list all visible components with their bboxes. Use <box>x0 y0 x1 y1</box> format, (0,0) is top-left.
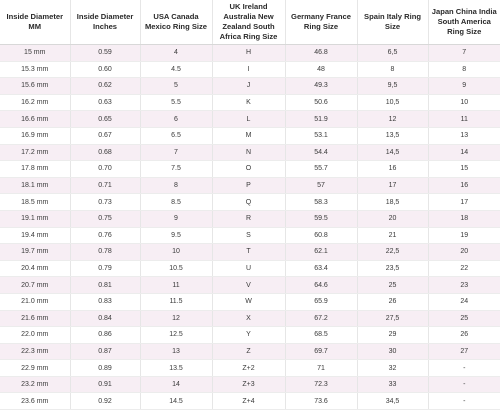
table-row <box>0 244 500 261</box>
cell-diameter-inches: 0.71 <box>70 177 140 194</box>
cell-diameter-inches: 0.92 <box>70 393 140 410</box>
cell-diameter-inches: 0.78 <box>70 244 140 261</box>
table-row <box>0 360 500 377</box>
table-row <box>0 277 500 294</box>
cell-spain-size: 27,5 <box>357 310 428 327</box>
table-row <box>0 177 500 194</box>
cell-diameter-inches: 0.75 <box>70 210 140 227</box>
cell-diameter-mm: 23.2 mm <box>0 376 70 393</box>
cell-diameter-mm: 16.2 mm <box>0 94 70 111</box>
cell-diameter-mm: 23.6 mm <box>0 393 70 410</box>
table-row <box>0 210 500 227</box>
cell-usa-size: 7.5 <box>140 161 212 178</box>
cell-diameter-mm: 21.0 mm <box>0 293 70 310</box>
cell-japan-size: 7 <box>428 45 500 62</box>
cell-diameter-inches: 0.81 <box>70 277 140 294</box>
table-row <box>0 161 500 178</box>
cell-spain-size: 13,5 <box>357 127 428 144</box>
cell-japan-size: 16 <box>428 177 500 194</box>
cell-diameter-inches: 0.83 <box>70 293 140 310</box>
cell-usa-size: 13.5 <box>140 360 212 377</box>
cell-uk-size: U <box>212 260 285 277</box>
cell-spain-size: 25 <box>357 277 428 294</box>
cell-spain-size: 6,5 <box>357 45 428 62</box>
table-row <box>0 343 500 360</box>
cell-japan-size: 20 <box>428 244 500 261</box>
table-row <box>0 327 500 344</box>
cell-japan-size: 10 <box>428 94 500 111</box>
cell-usa-size: 5.5 <box>140 94 212 111</box>
table-row <box>0 111 500 128</box>
cell-diameter-mm: 20.4 mm <box>0 260 70 277</box>
cell-usa-size: 6.5 <box>140 127 212 144</box>
cell-usa-size: 5 <box>140 78 212 95</box>
cell-uk-size: R <box>212 210 285 227</box>
cell-spain-size: 12 <box>357 111 428 128</box>
cell-usa-size: 4.5 <box>140 61 212 78</box>
cell-germany-size: 64.6 <box>285 277 357 294</box>
table-row <box>0 393 500 410</box>
cell-usa-size: 12.5 <box>140 327 212 344</box>
cell-usa-size: 7 <box>140 144 212 161</box>
cell-japan-size: 13 <box>428 127 500 144</box>
cell-uk-size: J <box>212 78 285 95</box>
cell-usa-size: 10.5 <box>140 260 212 277</box>
cell-diameter-mm: 19.4 mm <box>0 227 70 244</box>
header-inside-diameter-mm: Inside Diameter MM <box>0 0 70 45</box>
cell-diameter-mm: 19.7 mm <box>0 244 70 261</box>
cell-spain-size: 10,5 <box>357 94 428 111</box>
cell-diameter-mm: 22.3 mm <box>0 343 70 360</box>
cell-germany-size: 69.7 <box>285 343 357 360</box>
cell-germany-size: 53.1 <box>285 127 357 144</box>
cell-diameter-inches: 0.68 <box>70 144 140 161</box>
cell-uk-size: T <box>212 244 285 261</box>
cell-diameter-mm: 21.6 mm <box>0 310 70 327</box>
cell-usa-size: 11.5 <box>140 293 212 310</box>
cell-japan-size: 11 <box>428 111 500 128</box>
cell-uk-size: V <box>212 277 285 294</box>
cell-uk-size: Z <box>212 343 285 360</box>
table-row <box>0 61 500 78</box>
table-row <box>0 144 500 161</box>
table-row <box>0 376 500 393</box>
cell-spain-size: 22,5 <box>357 244 428 261</box>
cell-usa-size: 10 <box>140 244 212 261</box>
cell-spain-size: 8 <box>357 61 428 78</box>
cell-japan-size: 15 <box>428 161 500 178</box>
cell-diameter-mm: 17.2 mm <box>0 144 70 161</box>
table-row <box>0 293 500 310</box>
cell-diameter-inches: 0.59 <box>70 45 140 62</box>
cell-usa-size: 12 <box>140 310 212 327</box>
cell-spain-size: 33 <box>357 376 428 393</box>
cell-uk-size: Z+2 <box>212 360 285 377</box>
cell-uk-size: Z+3 <box>212 376 285 393</box>
cell-diameter-inches: 0.63 <box>70 94 140 111</box>
cell-diameter-inches: 0.70 <box>70 161 140 178</box>
cell-spain-size: 26 <box>357 293 428 310</box>
cell-diameter-inches: 0.89 <box>70 360 140 377</box>
cell-japan-size: 25 <box>428 310 500 327</box>
table-row <box>0 260 500 277</box>
cell-diameter-inches: 0.76 <box>70 227 140 244</box>
cell-uk-size: L <box>212 111 285 128</box>
cell-diameter-inches: 0.67 <box>70 127 140 144</box>
cell-usa-size: 6 <box>140 111 212 128</box>
cell-germany-size: 48 <box>285 61 357 78</box>
table-row <box>0 78 500 95</box>
cell-japan-size: 23 <box>428 277 500 294</box>
cell-uk-size: X <box>212 310 285 327</box>
cell-germany-size: 50.6 <box>285 94 357 111</box>
cell-diameter-mm: 15.6 mm <box>0 78 70 95</box>
cell-spain-size: 17 <box>357 177 428 194</box>
cell-spain-size: 14,5 <box>357 144 428 161</box>
cell-diameter-inches: 0.91 <box>70 376 140 393</box>
cell-japan-size: 27 <box>428 343 500 360</box>
cell-spain-size: 23,5 <box>357 260 428 277</box>
cell-spain-size: 20 <box>357 210 428 227</box>
cell-uk-size: I <box>212 61 285 78</box>
cell-diameter-mm: 20.7 mm <box>0 277 70 294</box>
cell-germany-size: 58.3 <box>285 194 357 211</box>
cell-uk-size: Y <box>212 327 285 344</box>
cell-uk-size: H <box>212 45 285 62</box>
cell-diameter-inches: 0.84 <box>70 310 140 327</box>
cell-diameter-mm: 18.5 mm <box>0 194 70 211</box>
cell-japan-size: - <box>428 393 500 410</box>
cell-diameter-inches: 0.79 <box>70 260 140 277</box>
cell-diameter-mm: 18.1 mm <box>0 177 70 194</box>
table-header-row <box>0 0 500 45</box>
cell-diameter-mm: 16.6 mm <box>0 111 70 128</box>
cell-germany-size: 59.5 <box>285 210 357 227</box>
cell-diameter-mm: 22.0 mm <box>0 327 70 344</box>
cell-uk-size: P <box>212 177 285 194</box>
cell-usa-size: 9.5 <box>140 227 212 244</box>
cell-germany-size: 72.3 <box>285 376 357 393</box>
cell-japan-size: 22 <box>428 260 500 277</box>
cell-germany-size: 68.5 <box>285 327 357 344</box>
cell-usa-size: 8 <box>140 177 212 194</box>
cell-germany-size: 65.9 <box>285 293 357 310</box>
cell-usa-size: 8.5 <box>140 194 212 211</box>
cell-uk-size: M <box>212 127 285 144</box>
cell-usa-size: 14.5 <box>140 393 212 410</box>
cell-germany-size: 62.1 <box>285 244 357 261</box>
cell-japan-size: 8 <box>428 61 500 78</box>
cell-diameter-inches: 0.60 <box>70 61 140 78</box>
cell-spain-size: 21 <box>357 227 428 244</box>
cell-uk-size: N <box>212 144 285 161</box>
cell-diameter-mm: 16.9 mm <box>0 127 70 144</box>
cell-spain-size: 34,5 <box>357 393 428 410</box>
cell-diameter-inches: 0.65 <box>70 111 140 128</box>
cell-germany-size: 60.8 <box>285 227 357 244</box>
header-germany-france: Germany France Ring Size <box>285 0 357 45</box>
cell-germany-size: 51.9 <box>285 111 357 128</box>
cell-uk-size: Q <box>212 194 285 211</box>
cell-germany-size: 71 <box>285 360 357 377</box>
table-row <box>0 310 500 327</box>
table-row <box>0 127 500 144</box>
cell-germany-size: 49.3 <box>285 78 357 95</box>
cell-usa-size: 9 <box>140 210 212 227</box>
cell-germany-size: 55.7 <box>285 161 357 178</box>
cell-usa-size: 4 <box>140 45 212 62</box>
header-spain-italy: Spain Italy Ring Size <box>357 0 428 45</box>
cell-spain-size: 9,5 <box>357 78 428 95</box>
table-row <box>0 45 500 62</box>
table-row <box>0 227 500 244</box>
cell-germany-size: 54.4 <box>285 144 357 161</box>
cell-diameter-inches: 0.86 <box>70 327 140 344</box>
cell-uk-size: S <box>212 227 285 244</box>
cell-germany-size: 46.8 <box>285 45 357 62</box>
cell-diameter-mm: 22.9 mm <box>0 360 70 377</box>
cell-germany-size: 67.2 <box>285 310 357 327</box>
header-japan-china-india: Japan China India South America Ring Size <box>428 0 500 45</box>
cell-japan-size: 26 <box>428 327 500 344</box>
cell-spain-size: 16 <box>357 161 428 178</box>
cell-germany-size: 73.6 <box>285 393 357 410</box>
cell-usa-size: 13 <box>140 343 212 360</box>
cell-diameter-inches: 0.73 <box>70 194 140 211</box>
cell-japan-size: 14 <box>428 144 500 161</box>
cell-japan-size: 17 <box>428 194 500 211</box>
header-usa-canada-mexico: USA Canada Mexico Ring Size <box>140 0 212 45</box>
header-uk-ireland-australia: UK Ireland Australia New Zealand South Africa Ring Size <box>212 0 285 45</box>
cell-japan-size: 24 <box>428 293 500 310</box>
cell-usa-size: 14 <box>140 376 212 393</box>
cell-japan-size: - <box>428 360 500 377</box>
cell-japan-size: - <box>428 376 500 393</box>
header-inside-diameter-inches: Inside Diameter Inches <box>70 0 140 45</box>
cell-uk-size: K <box>212 94 285 111</box>
cell-diameter-inches: 0.87 <box>70 343 140 360</box>
table-row <box>0 94 500 111</box>
cell-japan-size: 9 <box>428 78 500 95</box>
cell-diameter-mm: 15.3 mm <box>0 61 70 78</box>
cell-spain-size: 32 <box>357 360 428 377</box>
cell-spain-size: 18,5 <box>357 194 428 211</box>
cell-diameter-mm: 17.8 mm <box>0 161 70 178</box>
cell-spain-size: 29 <box>357 327 428 344</box>
cell-uk-size: W <box>212 293 285 310</box>
cell-germany-size: 63.4 <box>285 260 357 277</box>
cell-uk-size: O <box>212 161 285 178</box>
cell-uk-size: Z+4 <box>212 393 285 410</box>
cell-diameter-inches: 0.62 <box>70 78 140 95</box>
cell-usa-size: 11 <box>140 277 212 294</box>
cell-japan-size: 18 <box>428 210 500 227</box>
cell-diameter-mm: 15 mm <box>0 45 70 62</box>
table-body <box>0 45 500 410</box>
cell-germany-size: 57 <box>285 177 357 194</box>
table-row <box>0 194 500 211</box>
cell-spain-size: 30 <box>357 343 428 360</box>
cell-diameter-mm: 19.1 mm <box>0 210 70 227</box>
cell-japan-size: 19 <box>428 227 500 244</box>
